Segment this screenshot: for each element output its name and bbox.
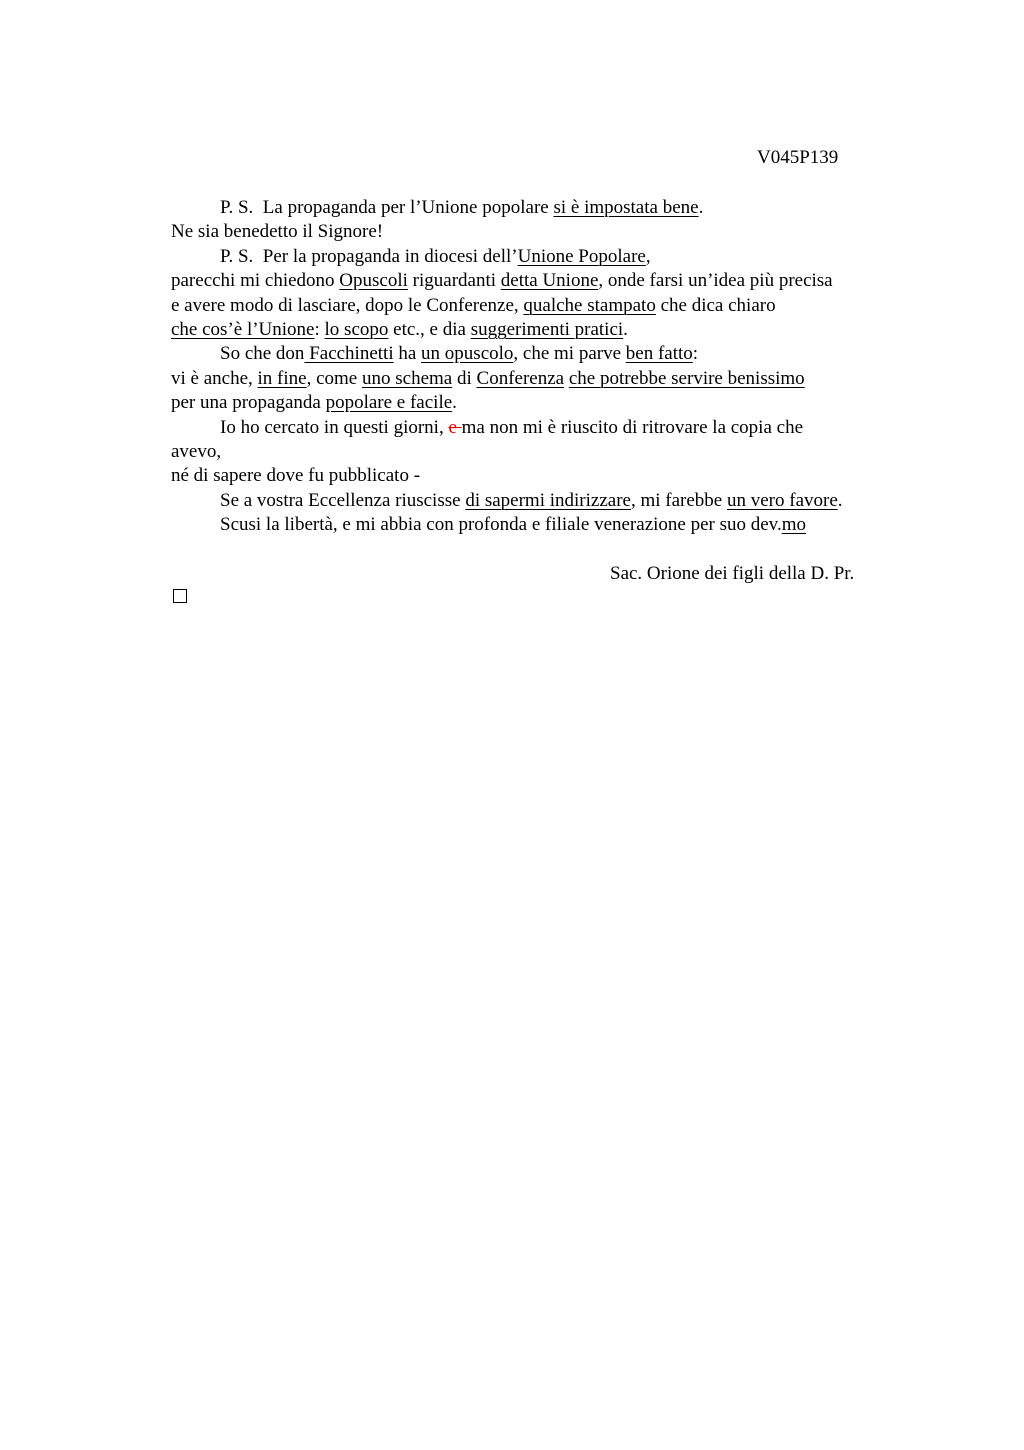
text-segment: , che mi parve — [513, 343, 626, 365]
text-segment: e avere modo di lasciare, dopo le Conferenze, — [171, 294, 524, 316]
underlined-text: uno schema — [362, 367, 453, 389]
text-line — [171, 220, 911, 244]
text-line — [171, 269, 911, 293]
struck-through-text: e — [448, 416, 462, 438]
text-segment: ma non mi è riuscito di ritrovare la copia che — [461, 416, 804, 438]
underlined-text: in fine — [257, 367, 307, 389]
underlined-text: suggerimenti pratici — [470, 318, 624, 340]
text-segment: Scusi la libertà, e mi abbia con profonda e filiale venerazione per suo dev. — [220, 514, 782, 536]
checkbox-square-icon — [173, 589, 187, 603]
text-line — [171, 294, 911, 318]
text-segment: Io ho cercato in questi giorni, — [220, 416, 449, 438]
text-line — [171, 367, 911, 391]
text-segment: Ne sia benedetto il Signore! — [171, 221, 384, 243]
text-line — [171, 342, 911, 366]
text-line — [171, 245, 911, 269]
text-segment: di — [452, 367, 477, 389]
signature: Sac. Orione dei figli della D. Pr. — [610, 562, 855, 584]
text-line — [171, 416, 911, 440]
document-reference: V045P139 — [757, 147, 839, 168]
text-segment: per una propaganda — [171, 392, 326, 414]
text-segment: avevo, — [171, 440, 222, 462]
underlined-text: un vero favore — [726, 489, 838, 511]
text-segment: : — [692, 343, 699, 365]
text-segment: , — [645, 245, 651, 267]
underlined-text: mo — [781, 514, 806, 536]
text-line — [171, 513, 911, 537]
text-segment: , come — [306, 367, 362, 389]
underlined-text: detta Unione — [500, 270, 599, 292]
text-segment: riguardanti — [407, 270, 501, 292]
text-segment: : — [314, 318, 325, 340]
text-segment: Se a vostra Eccellenza riuscisse — [220, 489, 466, 511]
text-line — [171, 391, 911, 415]
text-segment: P. S. La propaganda per l’Unione popolare — [220, 197, 554, 218]
text-segment: . — [698, 197, 704, 218]
text-segment: ha — [393, 343, 422, 365]
text-segment: etc., e dia — [388, 318, 471, 340]
text-segment: . — [623, 318, 628, 340]
text-line — [171, 196, 911, 220]
blank-line — [171, 537, 911, 561]
letter-body — [171, 196, 911, 586]
underlined-text: di sapermi indirizzare — [465, 489, 631, 511]
underlined-text: popolare e facile — [325, 392, 453, 414]
underlined-text: Unione Popolare — [517, 245, 646, 267]
underlined-text: lo scopo — [324, 318, 389, 340]
text-line — [171, 440, 911, 464]
underlined-text: Facchinetti — [304, 343, 394, 365]
underlined-text: Opuscoli — [339, 270, 408, 292]
text-segment: , mi farebbe — [630, 489, 727, 511]
text-segment: parecchi mi chiedono — [171, 270, 340, 292]
underlined-text: che cos’è l’Unione — [171, 318, 315, 340]
underlined-text: qualche stampato — [523, 294, 656, 316]
underlined-text: che potrebbe servire benissimo — [568, 367, 805, 389]
underlined-text: un opuscolo — [421, 343, 514, 365]
text-segment: né di sapere dove fu pubblicato - — [171, 465, 421, 487]
text-segment: . — [837, 489, 843, 511]
text-segment: , onde farsi un’idea più precisa — [598, 270, 833, 292]
text-segment: che dica chiaro — [655, 294, 776, 316]
text-line — [171, 489, 911, 513]
underlined-text: ben fatto — [625, 343, 693, 365]
text-segment: So che don — [220, 343, 305, 365]
letter-lines — [171, 196, 911, 537]
text-segment: vi è anche, — [171, 367, 258, 389]
text-line — [171, 464, 911, 488]
text-line — [171, 318, 911, 342]
underlined-text: si è impostata bene — [553, 197, 699, 218]
underlined-text: Conferenza — [476, 367, 565, 389]
text-segment: P. S. Per la propaganda in diocesi dell’ — [220, 245, 518, 267]
text-segment: . — [452, 392, 457, 414]
